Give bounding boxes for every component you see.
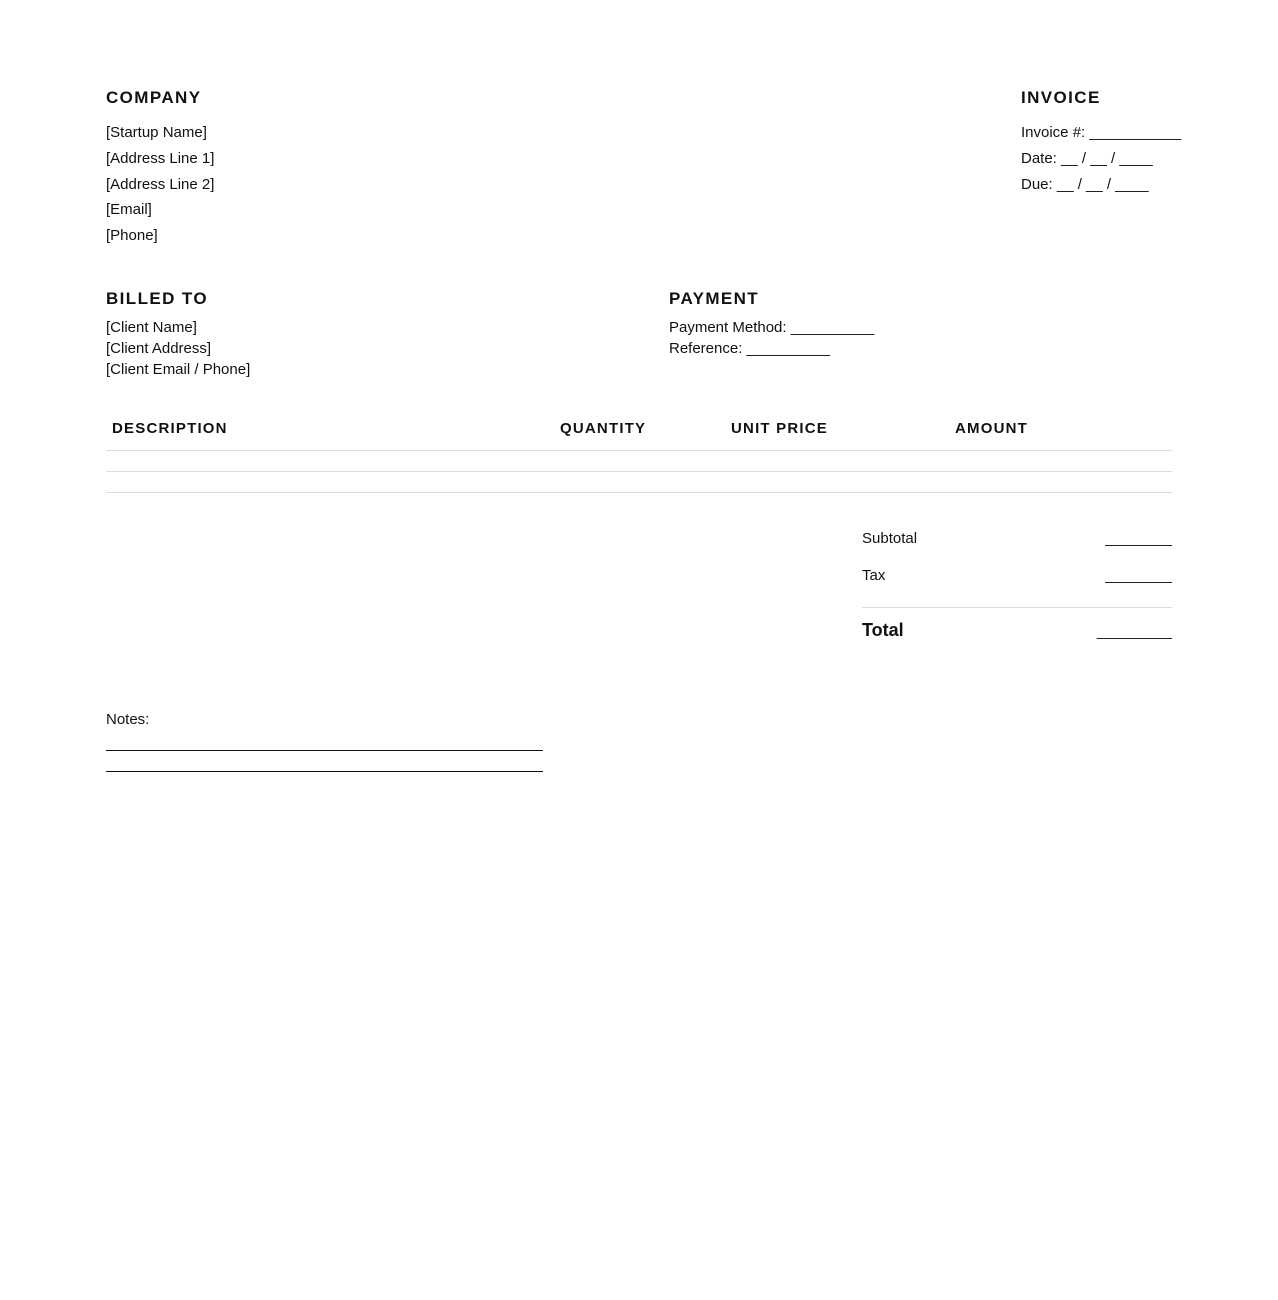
table-row (106, 472, 1172, 493)
items-table (106, 418, 1172, 493)
payment-reference-field: Reference: __________ (669, 340, 830, 357)
invoice-number-field: Invoice #: ___________ (1021, 124, 1182, 141)
total-row (862, 620, 1172, 650)
company-email: [Email] (106, 201, 152, 219)
notes-line (106, 751, 543, 772)
company-block (106, 88, 214, 249)
column-header-description: DESCRIPTION (112, 420, 228, 437)
billed-to-heading: BILLED TO (106, 289, 209, 308)
total-label: Total (862, 620, 904, 640)
company-address-line-2: [Address Line 2] (106, 175, 215, 193)
column-header-amount: AMOUNT (955, 420, 1029, 437)
client-address: [Client Address] (106, 340, 212, 357)
notes-block (106, 710, 546, 772)
company-phone: [Phone] (106, 227, 158, 245)
client-contact: [Client Email / Phone] (106, 361, 251, 378)
billed-to-block (106, 289, 250, 380)
column-header-unit-price: UNIT PRICE (731, 420, 829, 437)
invoice-date-field: Date: __ / __ / ____ (1021, 149, 1153, 167)
invoice-due-field: Due: __ / __ / ____ (1021, 175, 1149, 193)
company-address-line-1: [Address Line 1] (106, 149, 215, 167)
subtotal-label: Subtotal (862, 530, 918, 547)
subtotal-row (862, 530, 1172, 567)
company-heading: COMPANY (106, 88, 202, 107)
tax-value: ________ (1105, 567, 1172, 584)
notes-label: Notes: (106, 711, 150, 728)
invoice-info-block (1021, 88, 1182, 197)
table-row (106, 451, 1172, 472)
total-value: _________ (1096, 623, 1172, 640)
tax-label: Tax (862, 567, 886, 584)
column-header-quantity: QUANTITY (560, 420, 647, 437)
tax-row (862, 567, 1172, 604)
notes-line (106, 730, 543, 751)
company-startup-name: [Startup Name] (106, 124, 207, 141)
invoice-heading: INVOICE (1021, 88, 1101, 107)
client-name: [Client Name] (106, 319, 197, 336)
payment-method-field: Payment Method: __________ (669, 319, 875, 336)
subtotal-value: ________ (1105, 530, 1172, 547)
totals-block (862, 530, 1172, 650)
payment-block (669, 289, 874, 359)
totals-divider (862, 607, 1172, 608)
items-table-header (106, 418, 1172, 451)
payment-heading: PAYMENT (669, 289, 760, 308)
invoice-page (106, 0, 1182, 1300)
